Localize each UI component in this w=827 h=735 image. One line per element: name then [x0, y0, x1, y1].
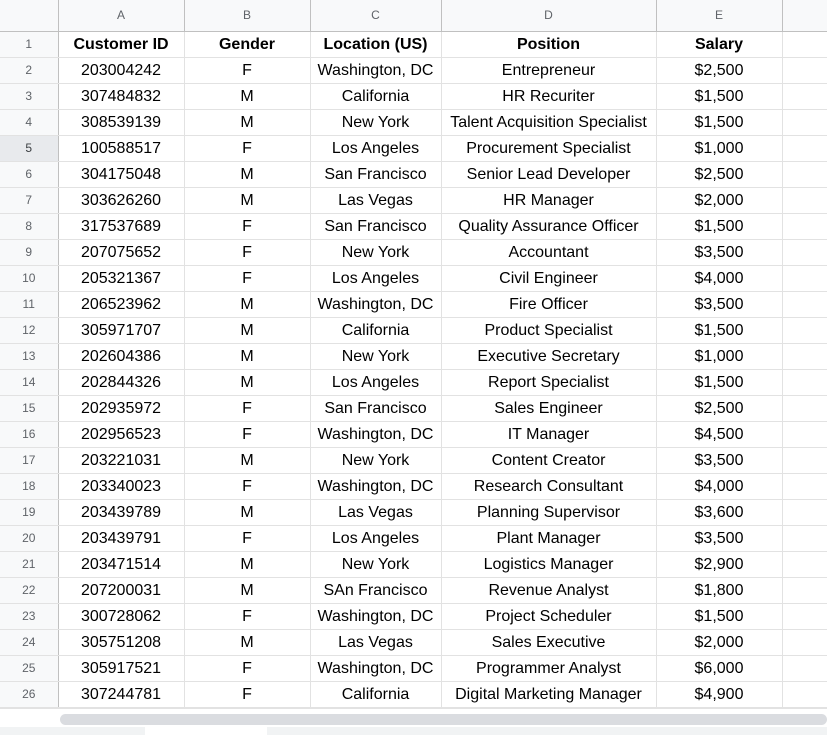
cell[interactable]: $2,500 — [656, 395, 782, 421]
table-row — [0, 447, 827, 473]
cell[interactable]: Gender — [184, 31, 310, 57]
cell[interactable]: Accountant — [441, 239, 656, 265]
cell[interactable]: Salary — [656, 31, 782, 57]
scrollbar-thumb[interactable] — [60, 714, 827, 725]
cell[interactable]: 307484832 — [58, 83, 184, 109]
cell[interactable] — [782, 473, 827, 499]
cell[interactable]: Sales Engineer — [441, 395, 656, 421]
row-header[interactable]: 9 — [0, 239, 58, 265]
column-header-a[interactable]: A — [58, 0, 184, 31]
cell[interactable]: $2,500 — [656, 161, 782, 187]
cell[interactable]: Programmer Analyst — [441, 655, 656, 681]
cell[interactable]: 202604386 — [58, 343, 184, 369]
column-header-b[interactable]: B — [184, 0, 310, 31]
cell[interactable]: $1,500 — [656, 83, 782, 109]
cell[interactable]: California — [310, 83, 441, 109]
cell[interactable]: F — [184, 681, 310, 707]
cell[interactable]: F — [184, 239, 310, 265]
cell[interactable]: M — [184, 187, 310, 213]
cell[interactable]: 202956523 — [58, 421, 184, 447]
table-row — [0, 161, 827, 187]
cell[interactable] — [782, 577, 827, 603]
cell[interactable]: M — [184, 109, 310, 135]
cell[interactable]: M — [184, 629, 310, 655]
table-row — [0, 265, 827, 291]
table-row — [0, 655, 827, 681]
cell[interactable] — [782, 551, 827, 577]
cell[interactable]: M — [184, 83, 310, 109]
cell[interactable]: Report Specialist — [441, 369, 656, 395]
row-header[interactable]: 14 — [0, 369, 58, 395]
row-header[interactable]: 4 — [0, 109, 58, 135]
cell[interactable]: $2,900 — [656, 551, 782, 577]
cell[interactable]: M — [184, 317, 310, 343]
cell[interactable] — [782, 83, 827, 109]
table-row — [0, 239, 827, 265]
cell[interactable] — [782, 291, 827, 317]
cell[interactable]: Washington, DC — [310, 291, 441, 317]
cell[interactable]: 305917521 — [58, 655, 184, 681]
cell[interactable]: Position — [441, 31, 656, 57]
cell[interactable]: Sales Executive — [441, 629, 656, 655]
row-header[interactable]: 24 — [0, 629, 58, 655]
cell[interactable]: Product Specialist — [441, 317, 656, 343]
row-header[interactable]: 1 — [0, 31, 58, 57]
cell[interactable]: Los Angeles — [310, 369, 441, 395]
select-all-corner[interactable] — [0, 0, 58, 31]
cell[interactable]: California — [310, 317, 441, 343]
cell[interactable]: $1,500 — [656, 109, 782, 135]
cell[interactable]: M — [184, 161, 310, 187]
cell[interactable]: F — [184, 655, 310, 681]
cell[interactable]: Washington, DC — [310, 603, 441, 629]
row-header[interactable]: 26 — [0, 681, 58, 707]
cell[interactable]: M — [184, 551, 310, 577]
cell[interactable]: Civil Engineer — [441, 265, 656, 291]
cell[interactable]: 203471514 — [58, 551, 184, 577]
cell[interactable]: M — [184, 499, 310, 525]
cell[interactable]: Washington, DC — [310, 655, 441, 681]
sheet-tab-bar — [0, 727, 827, 735]
cell[interactable]: Executive Secretary — [441, 343, 656, 369]
cell[interactable]: Los Angeles — [310, 525, 441, 551]
cell[interactable] — [782, 265, 827, 291]
cell[interactable]: Washington, DC — [310, 473, 441, 499]
cell[interactable]: San Francisco — [310, 395, 441, 421]
table-header-row — [0, 31, 827, 57]
cell[interactable] — [782, 447, 827, 473]
row-header[interactable]: 16 — [0, 421, 58, 447]
column-header-row — [0, 0, 827, 31]
cell[interactable]: New York — [310, 343, 441, 369]
sheet-tab[interactable] — [145, 727, 267, 735]
cell[interactable]: Revenue Analyst — [441, 577, 656, 603]
cell[interactable] — [782, 187, 827, 213]
cell[interactable]: F — [184, 213, 310, 239]
cell[interactable] — [782, 31, 827, 57]
cell[interactable] — [782, 629, 827, 655]
cell[interactable]: 305751208 — [58, 629, 184, 655]
row-header[interactable]: 3 — [0, 83, 58, 109]
column-header-e[interactable]: E — [656, 0, 782, 31]
cell[interactable]: Location (US) — [310, 31, 441, 57]
cell[interactable]: 203439789 — [58, 499, 184, 525]
cell[interactable]: 317537689 — [58, 213, 184, 239]
cell[interactable]: M — [184, 343, 310, 369]
cell[interactable]: IT Manager — [441, 421, 656, 447]
cell[interactable]: F — [184, 473, 310, 499]
row-header[interactable]: 18 — [0, 473, 58, 499]
cell[interactable]: F — [184, 421, 310, 447]
table-row — [0, 473, 827, 499]
cell[interactable]: $4,000 — [656, 473, 782, 499]
cell[interactable]: M — [184, 577, 310, 603]
cell[interactable]: Washington, DC — [310, 421, 441, 447]
cell[interactable]: New York — [310, 239, 441, 265]
cell[interactable]: 202935972 — [58, 395, 184, 421]
cell[interactable]: $1,000 — [656, 135, 782, 161]
cell[interactable]: $3,600 — [656, 499, 782, 525]
cell[interactable]: F — [184, 525, 310, 551]
cell[interactable]: 100588517 — [58, 135, 184, 161]
table-row — [0, 369, 827, 395]
cell[interactable] — [782, 499, 827, 525]
table-row — [0, 317, 827, 343]
table-row — [0, 499, 827, 525]
cell[interactable]: Logistics Manager — [441, 551, 656, 577]
table-row — [0, 395, 827, 421]
cell[interactable]: San Francisco — [310, 213, 441, 239]
table-row — [0, 551, 827, 577]
cell[interactable]: Entrepreneur — [441, 57, 656, 83]
table-row — [0, 681, 827, 707]
cell[interactable]: Los Angeles — [310, 265, 441, 291]
cell[interactable]: F — [184, 135, 310, 161]
cell[interactable]: $2,000 — [656, 629, 782, 655]
cell[interactable]: 300728062 — [58, 603, 184, 629]
cell[interactable]: Plant Manager — [441, 525, 656, 551]
cell[interactable]: 205321367 — [58, 265, 184, 291]
cell[interactable]: HR Manager — [441, 187, 656, 213]
cell[interactable]: M — [184, 369, 310, 395]
row-header[interactable]: 19 — [0, 499, 58, 525]
row-header[interactable]: 6 — [0, 161, 58, 187]
cell[interactable]: 203340023 — [58, 473, 184, 499]
cell[interactable]: HR Recuriter — [441, 83, 656, 109]
cell[interactable]: Customer ID — [58, 31, 184, 57]
row-header[interactable]: 2 — [0, 57, 58, 83]
cell[interactable]: $4,000 — [656, 265, 782, 291]
cell[interactable] — [782, 369, 827, 395]
cell[interactable]: $4,900 — [656, 681, 782, 707]
table-row — [0, 109, 827, 135]
row-header[interactable]: 7 — [0, 187, 58, 213]
cell[interactable]: $1,500 — [656, 603, 782, 629]
row-header[interactable]: 8 — [0, 213, 58, 239]
cell[interactable] — [782, 239, 827, 265]
row-header[interactable]: 21 — [0, 551, 58, 577]
cell[interactable]: 307244781 — [58, 681, 184, 707]
cell[interactable] — [782, 525, 827, 551]
column-header-c[interactable]: C — [310, 0, 441, 31]
cell[interactable]: $3,500 — [656, 525, 782, 551]
cell[interactable] — [782, 161, 827, 187]
cell[interactable]: $2,500 — [656, 57, 782, 83]
cell[interactable] — [782, 109, 827, 135]
cell[interactable] — [782, 57, 827, 83]
row-header[interactable]: 13 — [0, 343, 58, 369]
cell[interactable]: Fire Officer — [441, 291, 656, 317]
cell[interactable]: 304175048 — [58, 161, 184, 187]
cell[interactable]: Procurement Specialist — [441, 135, 656, 161]
cell[interactable]: Content Creator — [441, 447, 656, 473]
table-row — [0, 187, 827, 213]
table-row — [0, 135, 827, 161]
table-row — [0, 603, 827, 629]
cell[interactable]: $1,800 — [656, 577, 782, 603]
cell[interactable]: Digital Marketing Manager — [441, 681, 656, 707]
cell[interactable]: Washington, DC — [310, 57, 441, 83]
cell[interactable]: Las Vegas — [310, 187, 441, 213]
cell[interactable]: 207200031 — [58, 577, 184, 603]
cell[interactable]: 305971707 — [58, 317, 184, 343]
cell[interactable]: $3,500 — [656, 447, 782, 473]
cell[interactable]: 203221031 — [58, 447, 184, 473]
row-header[interactable]: 5 — [0, 135, 58, 161]
cell[interactable]: New York — [310, 447, 441, 473]
cell[interactable]: 207075652 — [58, 239, 184, 265]
cell[interactable]: Talent Acquisition Specialist — [441, 109, 656, 135]
row-header[interactable]: 23 — [0, 603, 58, 629]
cell[interactable] — [782, 213, 827, 239]
cell[interactable]: $3,500 — [656, 291, 782, 317]
cell[interactable]: $1,500 — [656, 213, 782, 239]
row-header[interactable]: 20 — [0, 525, 58, 551]
cell[interactable]: $1,500 — [656, 369, 782, 395]
cell[interactable]: 308539139 — [58, 109, 184, 135]
cell[interactable]: $3,500 — [656, 239, 782, 265]
cell[interactable]: Las Vegas — [310, 629, 441, 655]
table-row — [0, 525, 827, 551]
table-row — [0, 57, 827, 83]
cell[interactable]: $4,500 — [656, 421, 782, 447]
cell[interactable]: F — [184, 395, 310, 421]
cell[interactable]: California — [310, 681, 441, 707]
cell[interactable]: 203004242 — [58, 57, 184, 83]
cell[interactable]: Project Scheduler — [441, 603, 656, 629]
table-row — [0, 421, 827, 447]
cell[interactable]: M — [184, 291, 310, 317]
cell[interactable]: Senior Lead Developer — [441, 161, 656, 187]
cell[interactable]: $1,500 — [656, 317, 782, 343]
table-row — [0, 213, 827, 239]
cell[interactable] — [782, 681, 827, 707]
cell[interactable]: M — [184, 447, 310, 473]
cell[interactable]: 303626260 — [58, 187, 184, 213]
cell[interactable]: 202844326 — [58, 369, 184, 395]
row-header[interactable]: 10 — [0, 265, 58, 291]
row-header[interactable]: 22 — [0, 577, 58, 603]
cell[interactable]: Las Vegas — [310, 499, 441, 525]
cell[interactable]: 203439791 — [58, 525, 184, 551]
cell[interactable] — [782, 343, 827, 369]
table-row — [0, 629, 827, 655]
row-header[interactable]: 17 — [0, 447, 58, 473]
cell[interactable]: New York — [310, 551, 441, 577]
cell[interactable]: F — [184, 57, 310, 83]
row-header[interactable]: 15 — [0, 395, 58, 421]
cell[interactable]: F — [184, 265, 310, 291]
cell[interactable]: Quality Assurance Officer — [441, 213, 656, 239]
table-row — [0, 343, 827, 369]
cell[interactable]: $2,000 — [656, 187, 782, 213]
cell[interactable]: San Francisco — [310, 161, 441, 187]
cell[interactable] — [782, 395, 827, 421]
cell[interactable]: Planning Supervisor — [441, 499, 656, 525]
column-header-d[interactable]: D — [441, 0, 656, 31]
cell[interactable]: $1,000 — [656, 343, 782, 369]
cell[interactable]: 206523962 — [58, 291, 184, 317]
table-row — [0, 577, 827, 603]
row-header[interactable]: 12 — [0, 317, 58, 343]
cell[interactable] — [782, 317, 827, 343]
cell[interactable]: Research Consultant — [441, 473, 656, 499]
table-row — [0, 83, 827, 109]
cell[interactable]: SAn Francisco — [310, 577, 441, 603]
cell[interactable]: $6,000 — [656, 655, 782, 681]
cell[interactable] — [782, 421, 827, 447]
cell[interactable]: New York — [310, 109, 441, 135]
cell[interactable] — [782, 603, 827, 629]
cell[interactable]: Los Angeles — [310, 135, 441, 161]
cell[interactable] — [782, 655, 827, 681]
column-header-f[interactable] — [782, 0, 827, 31]
table-row — [0, 291, 827, 317]
row-header[interactable]: 11 — [0, 291, 58, 317]
cell[interactable]: F — [184, 603, 310, 629]
row-header[interactable]: 25 — [0, 655, 58, 681]
cell[interactable] — [782, 135, 827, 161]
